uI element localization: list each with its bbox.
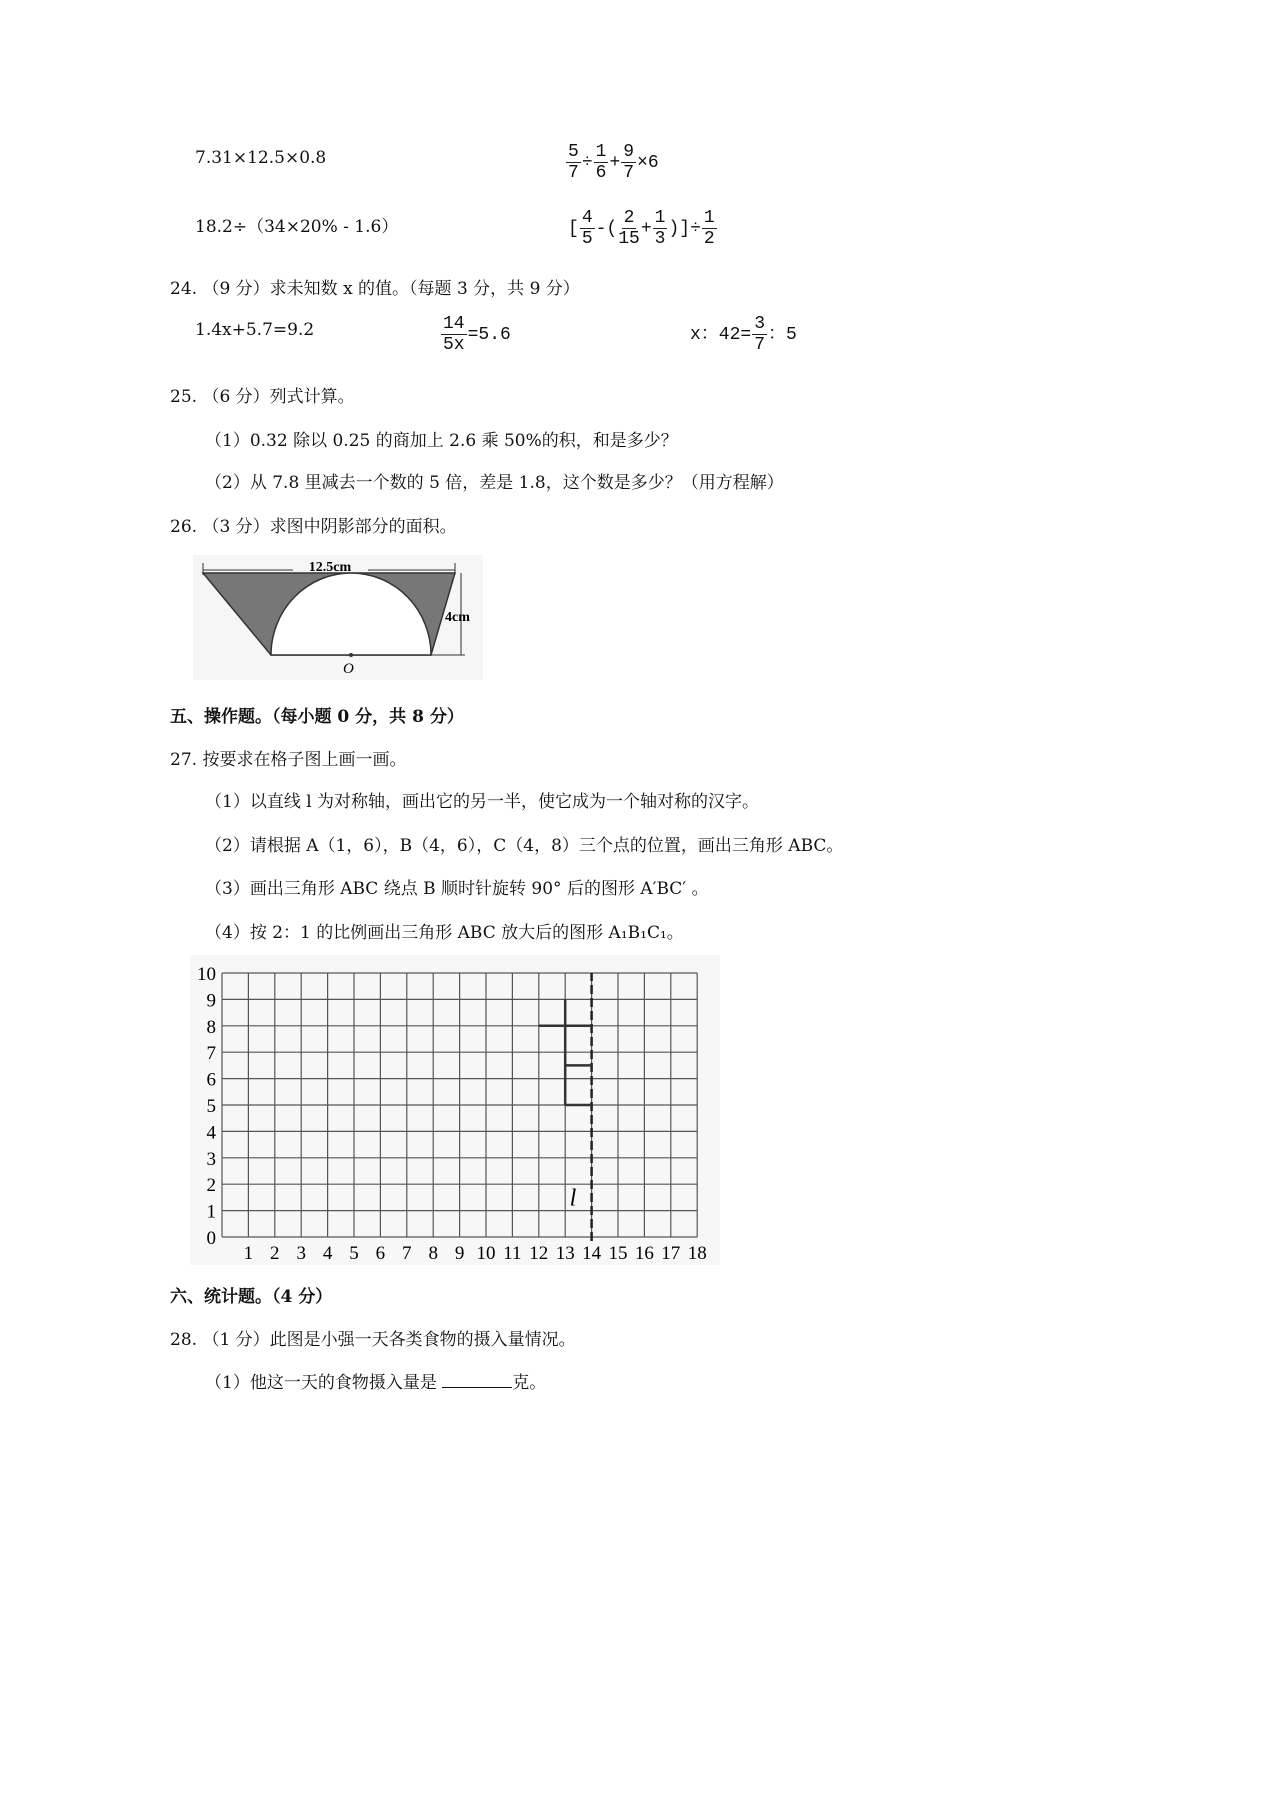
fraction [653, 208, 668, 249]
x-tick-label: 4 [322, 1243, 333, 1264]
calc-3 [565, 142, 659, 183]
y-tick-label: 10 [197, 964, 216, 985]
x-tick-label: 15 [608, 1243, 628, 1264]
q28-sub-1 [205, 1368, 546, 1393]
eq-1: 1.4x+5.7=9.2 [195, 320, 315, 340]
num: 5 [568, 142, 579, 162]
den: 7 [623, 163, 635, 183]
op: ：5 [768, 325, 797, 345]
fraction [752, 314, 767, 355]
x-tick-label: 1 [243, 1243, 254, 1264]
calc-2: 18.2÷（34×20% - 1.6） [195, 217, 399, 237]
num: 9 [623, 142, 635, 162]
op: )]÷ [668, 219, 701, 239]
y-tick-label: 5 [206, 1096, 216, 1117]
q25-sub-1: （1）0.32 除以 0.25 的商加上 2.6 乘 50%的积，和是多少？ [205, 431, 678, 451]
x-tick-label: 3 [296, 1243, 306, 1264]
q27-sub-1: （1）以直线 l 为对称轴，画出它的另一半，使它成为一个轴对称的汉字。 [205, 792, 760, 812]
den: 7 [568, 163, 579, 183]
q28-unit: 克。 [512, 1373, 547, 1393]
x-tick-label: 13 [555, 1243, 575, 1264]
x-tick-label: 6 [375, 1243, 386, 1264]
x-tick-label: 17 [661, 1243, 681, 1264]
fraction [702, 208, 717, 249]
op: [ [568, 219, 579, 239]
fraction [618, 208, 640, 249]
q28-title: 28. （1 分）此图是小强一天各类食物的摄入量情况。 [170, 1330, 576, 1350]
op: -( [595, 219, 618, 239]
x-tick-label: 16 [634, 1243, 654, 1264]
q24-title: 24. （9 分）求未知数 x 的值。（每题 3 分，共 9 分） [170, 279, 580, 299]
op: + [640, 219, 652, 239]
y-tick-label: 8 [206, 1016, 216, 1038]
den: 6 [595, 163, 607, 183]
y-tick-label: 2 [206, 1175, 216, 1197]
eq-3 [690, 314, 797, 355]
x-tick-label: 7 [402, 1243, 412, 1264]
x-tick-label: 18 [687, 1243, 707, 1264]
y-tick-label: 9 [206, 990, 216, 1012]
x-tick-label: 12 [529, 1243, 549, 1264]
num: 4 [581, 208, 593, 228]
q27-sub-3: （3）画出三角形 ABC 绕点 B 顺时针旋转 90° 后的图形 A′BC′ 。 [205, 879, 709, 899]
num: 1 [703, 208, 715, 228]
section-6-title: 六、统计题。（4 分） [170, 1287, 333, 1307]
den: 7 [754, 335, 766, 355]
num: 3 [754, 314, 766, 334]
y-tick-label: 7 [206, 1043, 216, 1065]
fraction [566, 142, 581, 183]
x-tick-label: 11 [503, 1243, 522, 1264]
x-tick-label: 5 [349, 1243, 359, 1264]
section-5-title: 五、操作题。（每小题 0 分，共 8 分） [170, 707, 464, 727]
x-tick-label: 10 [476, 1243, 496, 1264]
op: ×6 [637, 153, 659, 173]
top-length-label: 12.5cm [308, 560, 352, 575]
q25-sub-2: （2）从 7.8 里减去一个数的 5 倍，差是 1.8，这个数是多少？（用方程解） [205, 473, 784, 493]
op: =5.6 [467, 325, 511, 345]
fraction [580, 208, 595, 249]
q27-sub-4: （4）按 2：1 的比例画出三角形 ABC 放大后的图形 A₁B₁C₁。 [205, 923, 684, 943]
q28-text: （1）他这一天的食物摄入量是 [205, 1373, 443, 1393]
y-tick-label: 0 [206, 1228, 216, 1249]
num: 2 [623, 208, 635, 228]
grid-background [190, 955, 720, 1265]
fraction [441, 314, 467, 355]
x-tick-label: 2 [270, 1243, 280, 1264]
num: 14 [443, 314, 465, 334]
calc-4 [568, 208, 718, 249]
grid-figure[interactable] [190, 955, 720, 1265]
q26-title: 26. （3 分）求图中阴影部分的面积。 [170, 517, 457, 537]
den: 5 [581, 229, 593, 249]
y-tick-label: 1 [206, 1201, 216, 1223]
den: 15 [618, 229, 640, 249]
q27-sub-2: （2）请根据 A（1，6），B（4，6），C（4，8）三个点的位置，画出三角形 ABC。 [205, 836, 844, 856]
shaded-area-figure [193, 555, 483, 680]
q25-title: 25. （6 分）列式计算。 [170, 387, 355, 407]
eq-2 [440, 314, 511, 355]
q27-title: 27. 按要求在格子图上画一画。 [170, 750, 407, 770]
num: 1 [595, 142, 607, 162]
num: 1 [654, 208, 666, 228]
x-tick-label: 14 [582, 1243, 602, 1264]
center-label: O [343, 661, 354, 677]
x-tick-label: 8 [428, 1243, 438, 1264]
axis-label-l: l [569, 1185, 577, 1212]
fraction [594, 142, 609, 183]
fraction [621, 142, 636, 183]
den: 2 [703, 229, 715, 249]
op: + [609, 153, 621, 173]
calc-1: 7.31×12.5×0.8 [195, 148, 327, 168]
op: x：42= [690, 325, 752, 345]
answer-blank[interactable] [442, 1373, 512, 1388]
den: 3 [654, 229, 666, 249]
x-tick-label: 9 [454, 1243, 465, 1264]
op: ÷ [581, 153, 593, 173]
height-label: 4cm [445, 610, 470, 625]
y-tick-label: 6 [206, 1069, 216, 1091]
y-tick-label: 3 [206, 1148, 216, 1170]
y-tick-label: 4 [206, 1122, 216, 1144]
den: 5x [443, 335, 465, 355]
